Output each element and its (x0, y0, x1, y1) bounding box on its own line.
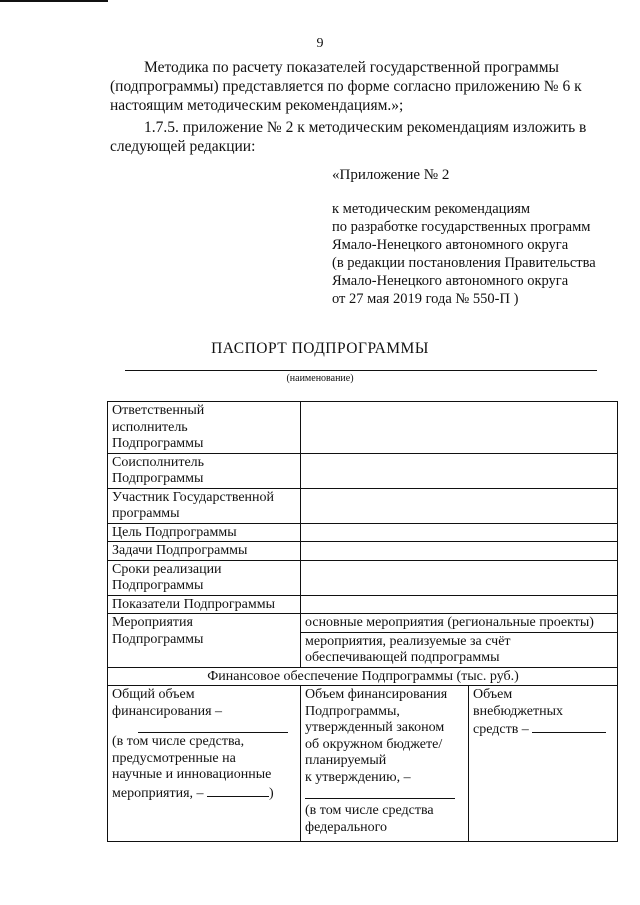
paragraph-line: 1.7.5. приложение № 2 к методическим рекомендациям изложить в (144, 119, 587, 136)
row-label-goal: Цель Подпрограммы (108, 523, 301, 542)
value-cell-indicators (301, 595, 618, 614)
appendix-title: «Приложение № 2 (332, 167, 450, 183)
table-row (108, 614, 618, 633)
top-rule (0, 0, 108, 2)
appendix-line: Ямало-Ненецкого автономного округа (332, 273, 569, 289)
row-label-terms: Сроки реализации Подпрограммы (108, 560, 301, 595)
value-cell-tasks (301, 542, 618, 561)
financing-header: Финансовое обеспечение Подпрограммы (тыс. руб.) (108, 667, 618, 686)
table-row (108, 488, 618, 523)
paragraph-line: настоящим методическим рекомендациям.»; (110, 97, 404, 114)
blank-line (207, 784, 269, 797)
table-row (108, 542, 618, 561)
paragraph-methodology (110, 58, 618, 115)
appendix-line: по разработке государственных программ (332, 219, 591, 235)
table-row (108, 402, 618, 454)
name-caption: (наименование) (286, 373, 354, 384)
table-row (108, 595, 618, 614)
activities-support-cell: мероприятия, реализуемые за счёт обеспечивающей подпрограммы (301, 632, 618, 667)
passport-table (107, 401, 618, 842)
paragraph-line: (подпрограммы) представляется по форме согласно приложению № 6 к (110, 78, 582, 95)
financing-extrabudget-cell: Объем внебюджетных средств – (469, 686, 618, 842)
value-cell-coexecutor (301, 453, 618, 488)
blank-line (112, 720, 297, 734)
blank-line (532, 720, 606, 733)
table-row (108, 453, 618, 488)
paragraph-line: следующей редакции: (110, 138, 256, 155)
table-row (108, 523, 618, 542)
appendix-line: Ямало-Ненецкого автономного округа (332, 237, 569, 253)
financing-total-cell: Общий объем финансирования – (в том числе средства, предусмотренные на научные и инновационные мероприятия, – ) (108, 686, 301, 842)
paragraph-line: Методика по расчету показателей государственной программы (144, 59, 559, 76)
financing-budget-cell: Объем финансирования Подпрограммы, утвержденный законом об окружном бюджете/ планируемый к утверждению, – (в том числе средства федерального (301, 686, 469, 842)
value-cell-responsible (301, 402, 618, 454)
value-cell-terms (301, 560, 618, 595)
table-row (108, 560, 618, 595)
row-label-indicators: Показатели Подпрограммы (108, 595, 301, 614)
row-label-coexecutor: Соисполнитель Подпрограммы (108, 453, 301, 488)
row-label-tasks: Задачи Подпрограммы (108, 542, 301, 561)
table-row (108, 686, 618, 842)
appendix-line: к методическим рекомендациям (332, 201, 531, 217)
page-number: 9 (316, 36, 324, 51)
row-label-activities: Мероприятия Подпрограммы (108, 614, 301, 668)
passport-title: ПАСПОРТ ПОДПРОГРАММЫ (211, 340, 429, 357)
value-cell-participant (301, 488, 618, 523)
row-label-participant: Участник Государственной программы (108, 488, 301, 523)
appendix-reference (332, 200, 596, 308)
name-underline (125, 370, 597, 371)
value-cell-goal (301, 523, 618, 542)
activities-main-cell: основные мероприятия (региональные проекты) (301, 614, 618, 633)
appendix-line: (в редакции постановления Правительства (332, 255, 596, 271)
table-row (108, 667, 618, 686)
blank-line (305, 790, 455, 799)
row-label-responsible: Ответственный исполнитель Подпрограммы (108, 402, 301, 454)
paragraph-amendment (110, 118, 618, 156)
appendix-line: от 27 мая 2019 года № 550-П ) (332, 291, 519, 307)
